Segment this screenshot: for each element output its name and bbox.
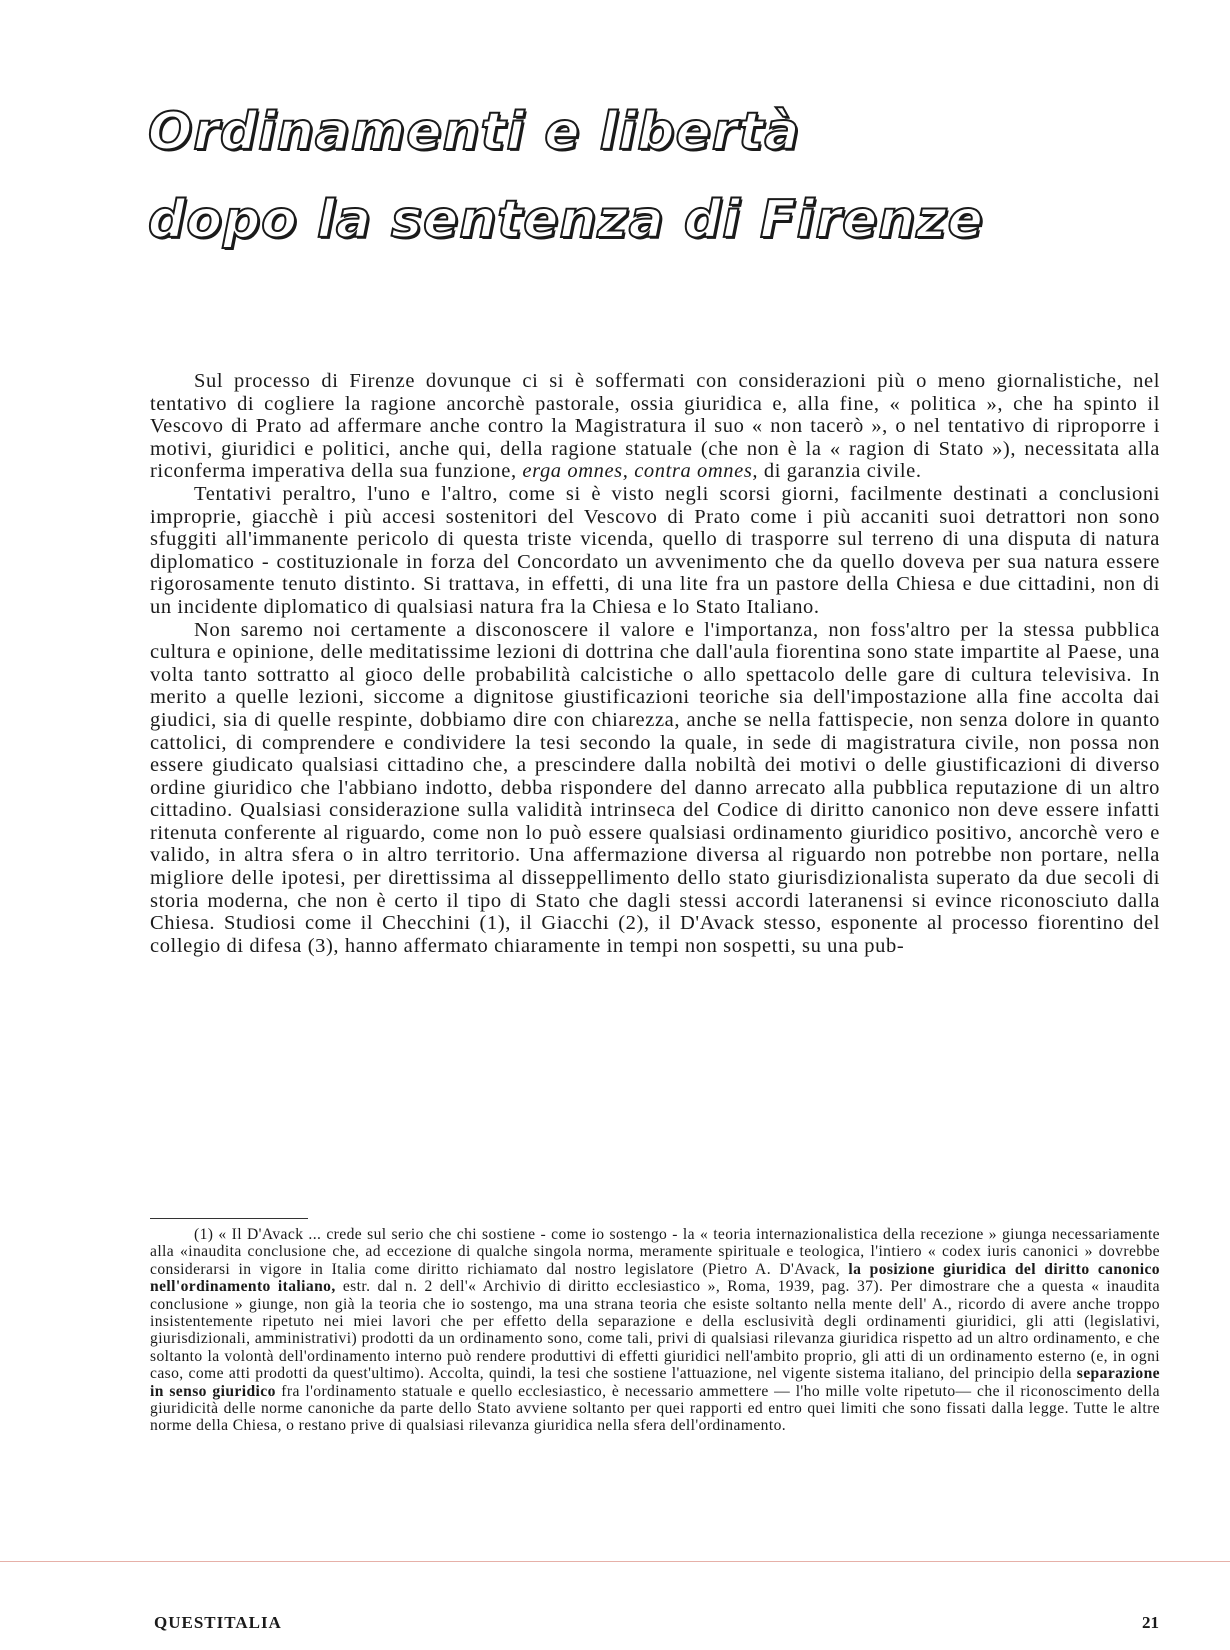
footnote-1-cited-title: la posizione giuridica del diritto canonico nell'ordinamento italiano, [150,1260,1160,1296]
paragraph-1 [150,370,1160,483]
footnote-1-text-c: fra l'ordinamento statuale e quello ecclesiastico, è necessario ammettere — l'ho mille volte ripetuto— che il riconoscimento della giuridicità delle norme canoniche da parte dello Stato avviene soltanto per quei rapporti ed entro quei limiti che sono fissati dalla legge. Tutte le altre norme della Chiesa, o restano prive di qualsiasi rilevanza giuridica nella sfera dell'ordinamento. [150,1382,1160,1435]
page-number: 21 [1142,1613,1159,1632]
title-line-2: dopo la sentenza di Firenze [148,190,984,250]
article-title [148,88,1048,264]
paragraph-3: Non saremo noi certamente a disconoscere il valore e l'importanza, non foss'altro per la stessa pubblica cultura e opinione, delle meditatissime lezioni di dottrina che dall'aula fiorentina sono state impartite al Paese, una volta tanto sottratto al gioco delle probabilità calcistiche o allo spettacolo delle gare di cultura televisiva. In merito a quelle lezioni, siccome a dignitose giustificazioni teoriche sia dell'impostazione alla fine accolta dai giudici, sia di quelle respinte, dobbiamo dire con chiarezza, anche se nella fattispecie, non senza dolore in quanto cattolici, di comprendere e condividere la tesi secondo la quale, in sede di magistratura civile, non possa non essere giudicato qualsiasi cittadino che, a prescindere dalla nobiltà dei motivi o delle giustificazioni di diverso ordine giuridico che l'abbiano indotto, debba rispondere del danno arrecato alla pubblica reputazione di un altro cittadino. Qualsiasi considerazione sulla validità intrinseca del Codice di diritto canonico non deve essere infatti ritenuta conferente al riguardo, come non lo può essere qualsiasi ordinamento giuridico positivo, ancorchè vero e valido, in altra sfera o in altro territorio. Una affermazione diversa al riguardo non potrebbe non portare, nella migliore delle ipotesi, per direttissima al disseppellimento dello stato giurisdizionalista superato da due secoli di storia moderna, che non è certo il tipo di Stato che dagli stessi accordi lateranensi si evince riconosciuto dalla Chiesa. Studiosi come il Checchini (1), il Giacchi (2), il D'Avack stesso, esponente al processo fiorentino del collegio di difesa (3), hanno affermato chiaramente in tempi non sospetti, su una pub- [150,618,1160,957]
publication-name: QUESTITALIA [154,1613,282,1632]
footnote-1-emphasis: separazione in senso giuridico [150,1365,1160,1400]
footnote-1-paragraph [150,1226,1160,1435]
paragraph-1-text-a: Sul processo di Firenze dovunque ci si è soffermati con considerazioni più o meno giornalistiche, nel tentativo di cogliere la ragione ancorchè pastorale, ossia giuridica e, alla fine, « politica », che ha spinto il Vescovo di Prato ad affermare anche contro la Magistratura il suo « non tacerò », o nel tentativo di riproporre i motivi, giuridici e politici, anche qui, della ragione statuale (che non è la « ragion di Stato »), necessitata alla riconferma imperativa della sua funzione, [150,370,1160,483]
footnote-1-text-a: (1) « Il D'Avack ... crede sul serio che chi sostiene - come io sostengo - la « teoria internazionalistica della recezione » giunga necessariamente alla «inaudita conclusione che, ad eccezione di qualche singola norma, meramente spirituale e teologica, l'intiero « codex iuris canonici » dovrebbe considerarsi in vigore in Italia come diritto richiamato dal nostro legislatore (Pietro A. D'Avack, [150,1226,1160,1278]
article-body [150,370,1160,957]
paragraph-2: Tentativi peraltro, l'uno e l'altro, come si è visto negli scorsi giorni, facilmente destinati a conclusioni improprie, giacchè i più accesi sostenitori del Vescovo di Prato come i più accaniti suoi detrattori non sono sfuggiti all'immanente pericolo di questa triste vicenda, quello di trasporre sul terreno di una disputa di natura diplomatico - costituzionale in forza del Concordato un avvenimento che da quello doveva per sua natura essere rigorosamente tenuto distinto. Si trattava, in effetti, di una lite fra un pastore della Chiesa e due cittadini, non di un incidente diplomatico di qualsiasi natura fra la Chiesa e lo Stato Italiano. [150,482,1160,618]
paragraph-1-latin-phrase: erga omnes, contra omnes, [522,460,759,483]
footnote-1 [150,1226,1160,1435]
paragraph-1-text-b: di garanzia civile. [763,460,922,483]
title-line-1: Ordinamenti e libertà [148,102,801,162]
footnote-separator [150,1218,308,1219]
scan-edge-line [0,1561,1230,1562]
footnote-1-text-b: estr. dal n. 2 dell'« Archivio di diritto ecclesiastico », Roma, 1939, pag. 37). Per dimostrare che a questa « inaudita conclusione » giunge, non già la teoria che io sostengo, ma una strana teoria che esiste soltanto nella mente dell' A., ricordo di avere anche troppo insistentemente ripetuto nei miei lavori che per effetto della separazione e della esclusività degli ordinamenti giuridici, gli atti (legislativi, giurisdizionali, amministrativi) prodotti da un ordinamento sono, come tali, privi di qualsiasi rilevanza giuridica rispetto ad un altro ordinamento, e che soltanto la volontà dell'ordinamento interno può rendere produttivi di effetti giuridici nell'ambito proprio, gli atti di un ordinamento esterno (e, in ogni caso, come atti prodotti da quest'ultimo). Accolta, quindi, la tesi che sostiene l'attuazione, nel vigente sistema italiano, del principio della [150,1278,1160,1383]
